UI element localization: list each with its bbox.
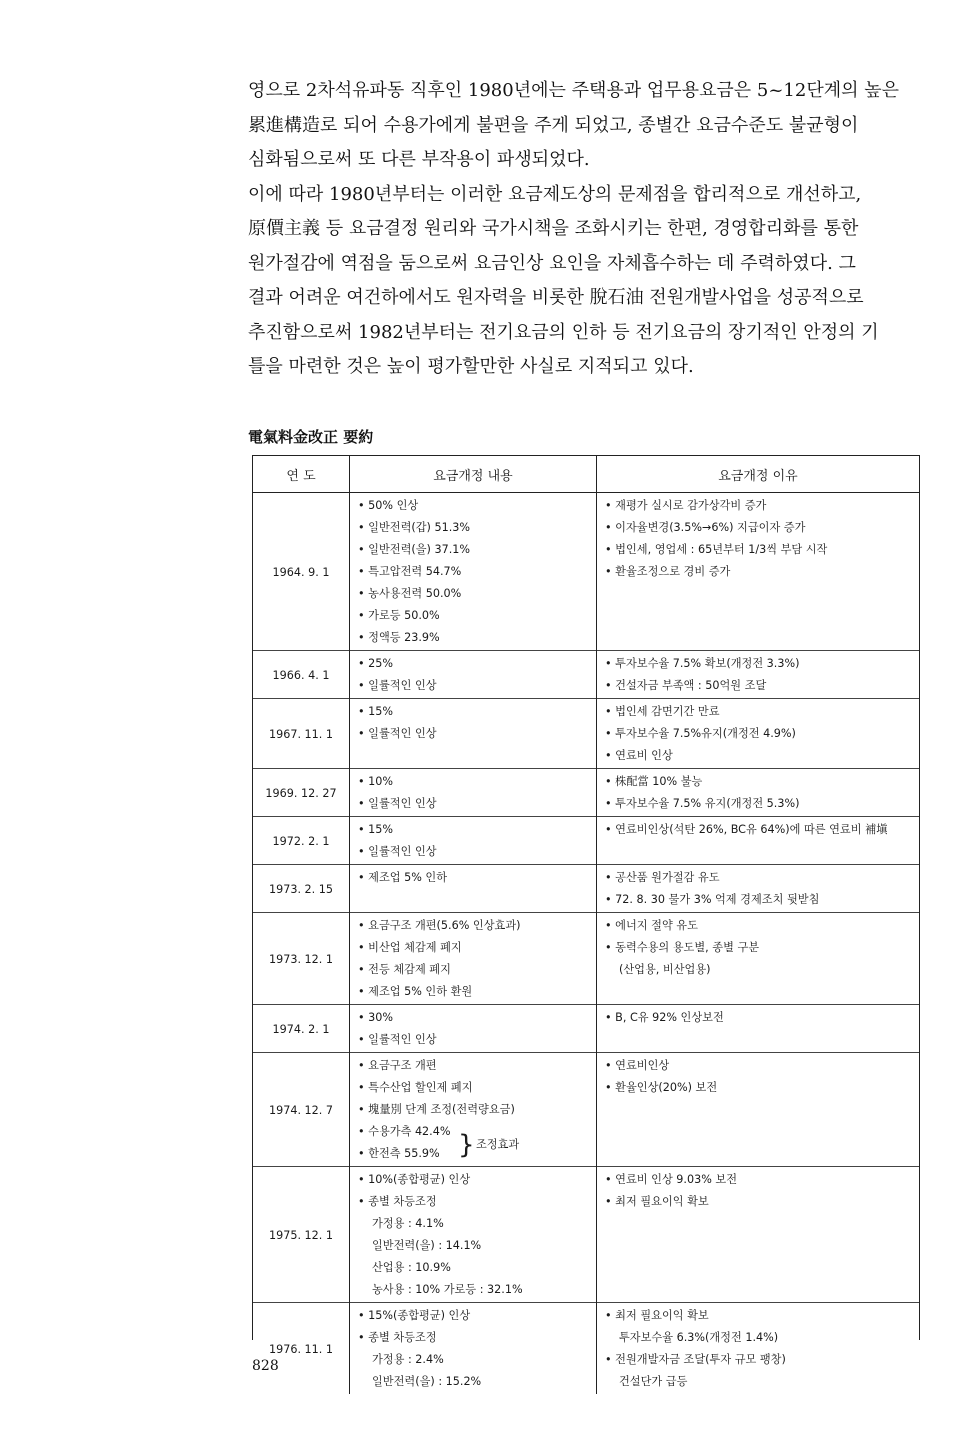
content-line: • 종별 차등조정 <box>358 1331 437 1344</box>
reason-line: • 연료비 인상 <box>605 749 673 762</box>
revision-reason <box>597 817 920 865</box>
revision-date: 1973. 2. 15 <box>253 865 350 913</box>
revision-reason <box>597 699 920 769</box>
content-line: • 15% <box>358 705 394 718</box>
content-line: • 일률적인 인상 <box>358 845 437 858</box>
revision-date: 1966. 4. 1 <box>253 651 350 699</box>
revision-content <box>350 1303 597 1395</box>
content-line: • 제조업 5% 인하 환원 <box>358 985 473 998</box>
content-line: • 한전측 55.9% <box>358 1147 440 1160</box>
reason-line: • 72. 8. 30 물가 3% 억제 경제조치 뒷받침 <box>605 893 820 906</box>
content-line: • 10% <box>358 775 394 788</box>
revision-content <box>350 651 597 699</box>
reason-line: • B, C유 92% 인상보전 <box>605 1011 724 1024</box>
reason-line: • 투자보수율 7.5%유지(개정전 4.9%) <box>605 727 796 740</box>
reason-line: 투자보수율 6.3%(개정전 1.4%) <box>619 1331 779 1344</box>
revision-content <box>350 493 597 651</box>
content-line: 산업용 : 10.9% <box>372 1261 451 1274</box>
table-title: 電氣料金改正 要約 <box>248 428 374 446</box>
reason-line: • 공산품 원가절감 유도 <box>605 871 720 884</box>
reason-line: • 동력수용의 용도별, 종별 구분 <box>605 941 760 954</box>
table-row <box>253 913 919 1005</box>
table-row <box>253 1053 919 1167</box>
table-row <box>253 493 919 651</box>
table-row <box>253 865 919 913</box>
reason-line: • 에너지 절약 유도 <box>605 919 698 932</box>
revision-date: 1969. 12. 27 <box>253 769 350 817</box>
revision-content <box>350 1167 597 1303</box>
table-row <box>253 817 919 865</box>
reason-line: • 이자율변경(3.5%→6%) 지급이자 증가 <box>605 521 806 534</box>
content-line: • 일반전력(을) 37.1% <box>358 543 471 556</box>
paragraph: 이에 따라 1980년부터는 이러한 요금제도상의 문제점을 합리적으로 개선하고, 原價主義 등 요금결정 원리와 국가시책을 조화시키는 한편, 경영합리화를 통한 원가절감에 역점을 둠으로써 요금인상 요인을 자체흡수하는 데 주력하였다. 그 결과 어려운 여건하에서도 원자력을 비롯한 脫石油 전원개발사업을 성공적으로 추진함으로써 1982년부터는 전기요금의 인하 등 전기요금의 장기적인 안정의 기 틀을 마련한 것은 높이 평가할만한 사실로 지적되고 있다. <box>248 183 879 377</box>
column-header-content: 요금개정 내용 <box>350 456 597 493</box>
content-line: • 특고압전력 54.7% <box>358 565 462 578</box>
content-line: • 일률적인 인상 <box>358 727 437 740</box>
content-line: • 제조업 5% 인하 <box>358 871 448 884</box>
content-line: • 30% <box>358 1011 394 1024</box>
content-line: • 종별 차등조정 <box>358 1195 437 1208</box>
revision-content <box>350 699 597 769</box>
revision-date: 1964. 9. 1 <box>272 565 330 579</box>
content-line: • 비산업 체감제 폐지 <box>358 941 462 954</box>
revision-reason <box>597 1303 920 1395</box>
content-line: 일반전력(을) : 15.2% <box>372 1375 482 1388</box>
reason-line: • 환율인상(20%) 보전 <box>605 1081 718 1094</box>
content-line: • 일률적인 인상 <box>358 1033 437 1046</box>
body-text <box>248 74 916 385</box>
reason-line: • 연료비 인상 9.03% 보전 <box>605 1173 738 1186</box>
revision-content <box>350 769 597 817</box>
content-line: • 정액등 23.9% <box>358 631 440 644</box>
column-header-year: 연 도 <box>253 456 350 493</box>
revision-reason <box>597 913 920 1005</box>
revision-date: 1973. 12. 1 <box>253 913 350 1005</box>
reason-line: • 투자보수율 7.5% 확보(개정전 3.3%) <box>605 657 800 670</box>
content-line: 농사용 : 10% 가로등 : 32.1% <box>372 1283 523 1296</box>
reason-line: 건설단가 급등 <box>619 1375 688 1388</box>
revision-reason <box>597 1005 920 1053</box>
reason-line: • 건설자금 부족액 : 50억원 조달 <box>605 679 767 692</box>
page-number: 828 <box>252 1358 279 1374</box>
revision-date: 1972. 2. 1 <box>253 817 350 865</box>
table-row <box>253 651 919 699</box>
table-row <box>253 699 919 769</box>
revision-reason <box>597 651 920 699</box>
content-line: • 50% 인상 <box>358 499 419 512</box>
content-line: • 가로등 50.0% <box>358 609 440 622</box>
content-line: • 요금구조 개편 <box>358 1059 437 1072</box>
reason-line: • 연료비인상(석탄 26%, BC유 64%)에 따른 연료비 補塡 <box>605 823 888 836</box>
paragraph: 영으로 2차석유파동 직후인 1980년에는 주택용과 업무용요금은 5~12단계의 높은 累進構造로 되어 수용가에게 불편을 주게 되었고, 종별간 요금수준도 불균형이 심화됨으로써 또 다른 부작용이 파생되었다. <box>248 80 899 170</box>
content-line: • 15%(종합평균) 인상 <box>358 1309 471 1322</box>
revision-reason <box>597 865 920 913</box>
revision-content <box>350 1053 597 1167</box>
revision-date: 1975. 12. 1 <box>253 1167 350 1303</box>
reason-line: • 최저 필요이익 확보 <box>605 1195 709 1208</box>
table-row <box>253 1167 919 1303</box>
reason-line: • 법인세, 영업세 : 65년부터 1/3씩 부담 시작 <box>605 543 828 556</box>
content-line: 가정용 : 4.1% <box>372 1217 444 1230</box>
reason-line: • 연료비인상 <box>605 1059 670 1072</box>
reason-line: • 최저 필요이익 확보 <box>605 1309 709 1322</box>
content-line: • 일률적인 인상 <box>358 679 437 692</box>
revision-content <box>350 817 597 865</box>
revision-reason <box>597 493 920 651</box>
content-line: 가정용 : 2.4% <box>372 1353 444 1366</box>
content-line: • 특수산업 할인제 폐지 <box>358 1081 473 1094</box>
reason-line: • 환율조정으로 경비 증가 <box>605 565 731 578</box>
content-line: • 농사용전력 50.0% <box>358 587 462 600</box>
revision-date: 1967. 11. 1 <box>253 699 350 769</box>
revision-date: 1974. 2. 1 <box>253 1005 350 1053</box>
content-line: • 10%(종합평균) 인상 <box>358 1173 471 1186</box>
reason-line: • 株配當 10% 불능 <box>605 775 703 788</box>
content-line: • 전등 체감제 폐지 <box>358 963 451 976</box>
table-row <box>253 1303 919 1395</box>
reason-line: • 전원개발자금 조달(투자 규모 팽창) <box>605 1353 786 1366</box>
content-line: • 수용가측 42.4% <box>358 1125 451 1138</box>
content-line: • 15% <box>358 823 394 836</box>
content-line: • 塊量別 단계 조정(전력량요금) <box>358 1103 515 1116</box>
content-line: • 요금구조 개편(5.6% 인상효과) <box>358 919 521 932</box>
revision-date: 1976. 11. 1 <box>253 1303 350 1395</box>
revision-reason <box>597 1053 920 1167</box>
table-row <box>253 769 919 817</box>
content-line: • 일반전력(갑) 51.3% <box>358 521 471 534</box>
brace-icon: } <box>458 1130 475 1160</box>
revision-content <box>350 913 597 1005</box>
content-line: 일반전력(을) : 14.1% <box>372 1239 482 1252</box>
reason-line: • 투자보수율 7.5% 유지(개정전 5.3%) <box>605 797 800 810</box>
content-line: • 25% <box>358 657 394 670</box>
revision-reason <box>597 1167 920 1303</box>
revision-content <box>350 1005 597 1053</box>
reason-line: (산업용, 비산업용) <box>619 963 711 976</box>
content-line: • 일률적인 인상 <box>358 797 437 810</box>
revision-content <box>350 865 597 913</box>
reason-line: • 법인세 감면기간 만료 <box>605 705 720 718</box>
revision-date: 1974. 12. 7 <box>253 1053 350 1167</box>
revision-reason <box>597 769 920 817</box>
column-header-reason: 요금개정 이유 <box>597 456 920 493</box>
table-row <box>253 1005 919 1053</box>
bracket-note: 조정효과 <box>476 1138 520 1151</box>
reason-line: • 재평가 실시로 감가상각비 증가 <box>605 499 767 512</box>
